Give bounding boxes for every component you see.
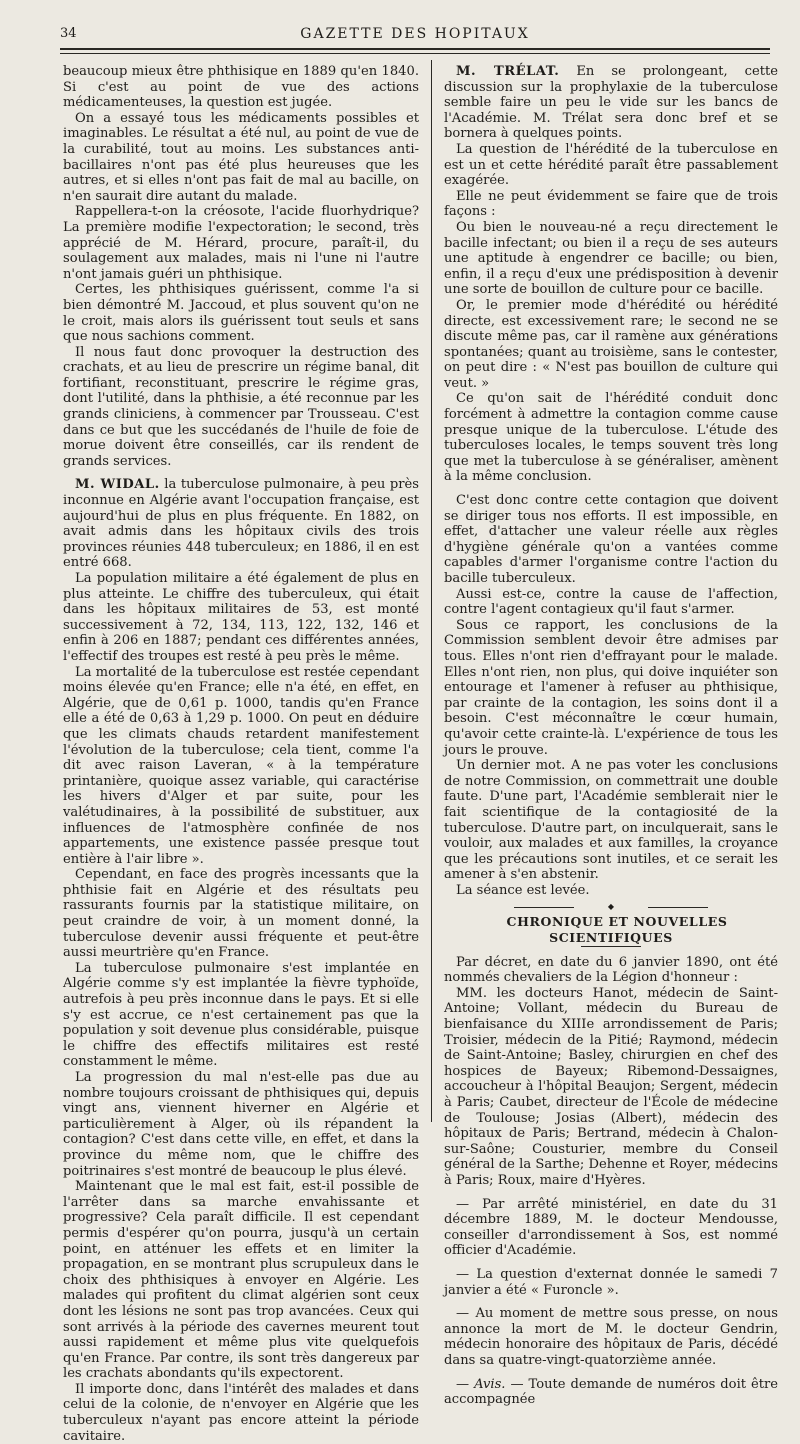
avis-label: Avis. <box>474 1376 506 1392</box>
paragraph: C'est donc contre cette contagion que doivent se diriger tous nos efforts. Il est impossible, en effet, d'attacher une valeur réelle aux règles d'hygiène générale qu'on a vantées comme capables d'armer l'organisme contre l'action du bacille tuberculeux. <box>444 493 778 586</box>
paragraph: La tuberculose pulmonaire s'est implantée en Algérie comme s'y est implantée la fièvre typhoïde, autrefois à peu près inconnue dans le pays. Et si elle s'y est accrue, ce n'est certainement pas que la population y soit devenue plus considérable, puisque le chiffre des effectifs militaires est resté constamment le même. <box>63 960 419 1070</box>
paragraph: Elle ne peut évidemment se faire que de trois façons : <box>444 188 778 220</box>
paragraph: Aussi est-ce, contre la cause de l'affection, contre l'agent contagieux qu'il faut s'armer. <box>444 586 778 618</box>
paragraph-text: En se prolongeant, cette discussion sur la prophylaxie de la tuberculose semble faire un peu le vide sur les bancs de l'Académie. M. Trélat sera donc bref et se bornera à quelques points. <box>444 64 778 142</box>
left-column <box>63 64 419 1444</box>
paragraph: Or, le premier mode d'hérédité ou hérédité directe, est excessivement rare; le second ne se discute même pas, car il ramène aux générations spontanées; quant au troisième, sans le contester, on peut dire : « N'est pas bouillon de culture qui veut. » <box>444 297 778 391</box>
paragraph: Sous ce rapport, les conclusions de la Commission semblent devoir être admises par tous. Elles n'ont rien d'effrayant pour le malade. Elles n'ont rien, non plus, qui doive inquiéter son entourage et l'amener à refuser au phthisique, par crainte de la contagion, les soins dont il a besoin. C'est méconnaître le cœur humain, qu'avoir cette crainte-là. L'expérience de tous les jours le prouve. <box>444 617 778 758</box>
paragraph: La progression du mal n'est-elle pas due au nombre toujours croissant de phthisiques qui, depuis vingt ans, viennent hiverner en Algérie et particulièrement à Alger, où ils répandent la contagion? C'est dans cette ville, en effet, et dans la province du même nom, que le chiffre des poitrinaires s'est montré de beaucoup le plus élevé. <box>63 1070 419 1179</box>
session-closed: La séance est levée. <box>456 882 590 898</box>
paragraph: La population militaire a été également de plus en plus atteinte. Le chiffre des tuberculeux, qui était dans les hôpitaux militaires de 53, est monté successivement à 72, 134, 113, 122, 132, 146 et enfin à 206 en 1887; pendant ces différentes années, l'effectif des troupes est resté à peu près le même. <box>63 571 419 664</box>
paragraph: Ou bien le nouveau-né a reçu directement le bacille infectant; ou bien il a reçu de ses auteurs une aptitude à engendrer ce bacille; ou bien, enfin, il a reçu d'eux une prédisposition à devenir une sorte de bouillon de culture pour ce bacille. <box>444 219 778 298</box>
paragraph: Il nous faut donc provoquer la destruction des crachats, et au lieu de prescrire un régime banal, dit fortifiant, reconstituant, prescrire le régime gras, dont l'utilité, dans la phthisie, a été reconnue par les grands cliniciens, à commencer par Trousseau. C'est dans ce but que les succédanés de l'huile de foie de morue doivent être conseillés, car ils rendent de grands services. <box>63 344 419 469</box>
journal-title: GAZETTE DES HOPITAUX <box>300 26 530 42</box>
news-item: — La question d'externat donnée le samedi 7 janvier a été « Furoncle ». <box>444 1266 778 1298</box>
paragraph: Ce qu'on sait de l'hérédité conduit donc forcément à admettre la contagion comme cause presque unique de la tuberculose. L'étude des tuberculoses locales, le temps souvent très long que met la tuberculose à se généraliser, amènent à la même conclusion. <box>444 391 778 485</box>
news-item: MM. les docteurs Hanot, médecin de Saint-Antoine; Vollant, médecin du Bureau de bienfaisance du XIIIe arrondissement de Paris; Troisier, médecin de la Pitié; Raymond, médecin de Saint-Antoine; Basley, chirurgien en chef des hospices de Bayeux; Ribemond-Dessaignes, accoucheur à l'hôpital Beaujon; Sergent, médecin à Paris; Caubet, directeur de l'École de médecine de Toulouse; Josias (Albert), médecin des hôpitaux de Paris; Bertrand, médecin à Chalon-sur-Saône; Cousturier, membre du Conseil général de la Sarthe; Dehenne et Royer, médecins à Paris; Roux, maire d'Hyères. <box>444 985 778 1188</box>
spacer <box>444 1189 778 1197</box>
page-number: 34 <box>60 26 77 41</box>
trelat-paragraph <box>444 64 778 142</box>
paragraph: On a essayé tous les médicaments possibles et imaginables. Le résultat a été nul, au point de vue de la curabilité, tout au moins. Les substances anti-bacillaires n'ont pas été plus heureuses que les autres, et si elles n'ont pas fait de mal au bacille, on n'en saurait dire autant du malade. <box>63 110 419 204</box>
spacer <box>63 469 419 477</box>
paragraph: Un dernier mot. A ne pas voter les conclusions de notre Commission, on commettrait une double faute. D'une part, l'Académie semblerait nier le fait scientifique de la contagiosité de la tuberculose. D'autre part, on inculquerait, sans le vouloir, aux malades et aux familles, la croyance que les précautions sont inutiles, et ce serait les amener à s'en abstenir. <box>444 758 778 883</box>
ornament-line-left <box>514 907 574 908</box>
paragraph: Cependant, en face des progrès incessants que la phthisie fait en Algérie et des résultats peu rassurants fournis par la statistique militaire, on peut craindre de voir, à un moment donné, la tuberculose devenir aussi fréquente et peut-être aussi meurtrière qu'en France. <box>63 867 419 961</box>
ornament-line-right <box>648 907 708 908</box>
paragraph: La mortalité de la tuberculose est restée cependant moins élevée qu'en France; elle n'a été, en effet, en Algérie, que de 0,61 p. 1000, tandis qu'en France elle a été de 0,63 à 1,29 p. 1000. On peut en déduire que les climats chauds retardent manifestement l'évolution de la tuberculose; cela tient, comme l'a dit avec raison Laveran, « à la température printanière, quoique assez variable, qui caractérise les hivers d'Alger et par suite, pour les valétudinaires, à la possibilité de substituer, aux influences de l'atmosphère confinée de nos appartements, une existence passée presque tout entière à l'air libre ». <box>63 664 419 867</box>
section-title: CHRONIQUE ET NOUVELLES SCIENTIFIQUES <box>506 914 728 946</box>
header-rule-thick <box>60 48 770 50</box>
news-item: — Par arrêté ministériel, en date du 31 décembre 1889, M. le docteur Mendousse, conseiller d'arrondissement à Sos, est nommé officier d'Académie. <box>444 1196 778 1259</box>
header-rule-thin <box>60 53 770 54</box>
page-header <box>60 24 770 46</box>
ornament-diamond-icon: ◆ <box>607 902 615 912</box>
avis-notice: — Avis. — Toute demande de numéros doit être accompagnée <box>444 1376 778 1408</box>
spacer <box>444 1369 778 1377</box>
news-item: Par décret, en date du 6 janvier 1890, ont été nommés chevaliers de la Légion d'honneur : <box>444 954 778 986</box>
spacer <box>444 485 778 493</box>
section-ornament <box>444 902 778 912</box>
spacer <box>444 1298 778 1306</box>
paragraph: Certes, les phthisiques guérissent, comme l'a si bien démontré M. Jaccoud, et plus souvent qu'on ne le croit, mais alors ils guérissent tout seuls et sans que nous sachions comment. <box>63 282 419 345</box>
paragraph-text: la tuberculose pulmonaire, à peu près inconnue en Algérie avant l'occupation française, est aujourd'hui de plus en plus fréquente. En 1882, on avait admis dans les hôpitaux civils des trois provinces réunies 448 tuberculeux; en 1886, il en est entré 668. <box>63 477 419 571</box>
paragraph: Maintenant que le mal est fait, est-il possible de l'arrêter dans sa marche envahissante et progressive? Cela paraît difficile. Il est cependant permis d'espérer qu'on pourra, jusqu'à un certain point, en atténuer les effets et en limiter la propagation, en se montrant plus scrupuleux dans le choix des phthisiques à envoyer en Algérie. Les malades qui profitent du climat algérien sont ceux dont les lésions ne sont pas trop avancées. Ceux qui sont arrivés à la période des cavernes meurent tout aussi rapidement et même plus vite quelquefois qu'en France. Par contre, ils sont très dangereux par les crachats abondants qu'ils expectorent. <box>63 1179 419 1382</box>
avis-text: — Toute demande de numéros doit être accompagnée <box>444 1376 778 1408</box>
widal-paragraph <box>63 477 419 571</box>
title-underline <box>581 946 641 947</box>
speaker-name: M. TRÉLAT. <box>456 64 560 79</box>
spacer <box>444 1259 778 1267</box>
speaker-name: M. WIDAL. <box>75 477 160 493</box>
paragraph: La question de l'hérédité de la tuberculose en est un et cette hérédité paraît être passablement exagérée. <box>444 141 778 189</box>
paragraph: Il importe donc, dans l'intérêt des malades et dans celui de la colonie, de n'envoyer en Algérie que les tuberculeux n'ayant pas encore atteint la période cavitaire. <box>63 1381 419 1444</box>
news-item: — Au moment de mettre sous presse, on nous annonce la mort de M. le docteur Gendrin, médecin honoraire des hôpitaux de Paris, décédé dans sa quatre-vingt-quatorzième année. <box>444 1306 778 1368</box>
paragraph: Rappellera-t-on la créosote, l'acide fluorhydrique? La première modifie l'expectoration; le second, très apprécié de M. Hérard, procure, paraît-il, du soulagement aux malades, mais ni l'une ni l'autre n'ont jamais guéri un phthisique. <box>63 204 419 282</box>
paragraph: beaucoup mieux être phthisique en 1889 qu'en 1840. Si c'est au point de vue des actions médicamenteuses, la question est jugée. <box>63 64 419 111</box>
right-column <box>444 64 778 1408</box>
column-divider <box>431 60 432 1122</box>
